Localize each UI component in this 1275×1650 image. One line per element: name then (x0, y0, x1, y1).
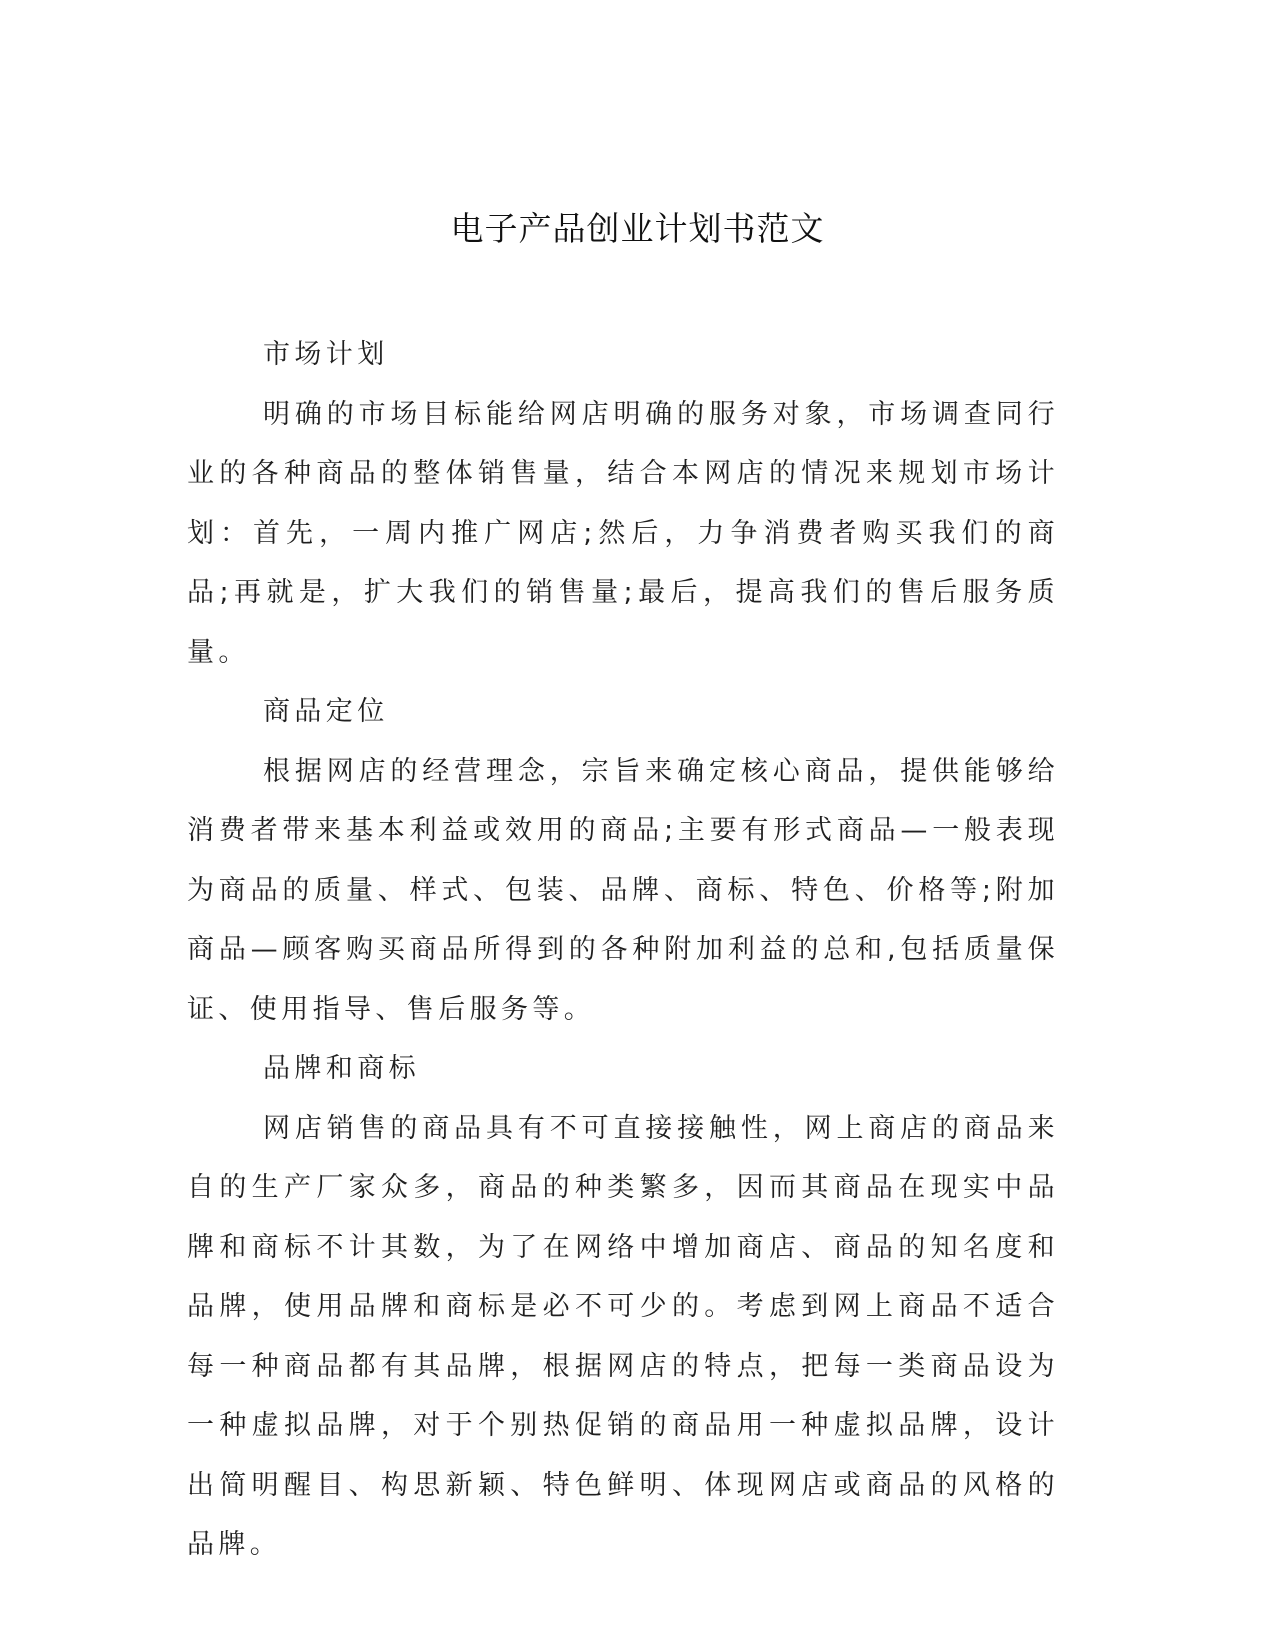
paragraph-brand-trademark: 网店销售的商品具有不可直接接触性，网上商店的商品来自的生产厂家众多，商品的种类繁多，因而其商品在现实中品牌和商标不计其数，为了在网络中增加商店、商品的知名度和品牌，使用品牌和商标是必不可少的。考虑到网上商品不适合每一种商品都有其品牌，根据网店的特点，把每一类商品设为一种虚拟品牌，对于个别热促销的商品用一种虚拟品牌，设计出简明醒目、构思新颖、特色鲜明、体现网店或商品的风格的品牌。 (187, 1112, 1059, 1560)
section-heading-market-plan: 市场计划 (263, 339, 389, 370)
paragraph-product-positioning: 根据网店的经营理念，宗旨来确定核心商品，提供能够给消费者带来基本利益或效用的商品;主要有形式商品—一般表现为商品的质量、样式、包装、品牌、商标、特色、价格等;附加商品—顾客购买商品所得到的各种附加利益的总和,包括质量保证、使用指导、售后服务等。 (187, 755, 1059, 1025)
document-title: 电子产品创业计划书范文 (450, 209, 825, 248)
paragraph-market-plan: 明确的市场目标能给网店明确的服务对象，市场调查同行业的各种商品的整体销售量，结合本网店的情况来规划市场计划：首先，一周内推广网店;然后，力争消费者购买我们的商品;再就是，扩大我们的销售量;最后，提高我们的售后服务质量。 (187, 398, 1059, 668)
section-heading-brand-trademark: 品牌和商标 (263, 1053, 420, 1084)
document-body (187, 325, 1059, 1575)
section-heading-product-positioning: 商品定位 (263, 696, 389, 727)
